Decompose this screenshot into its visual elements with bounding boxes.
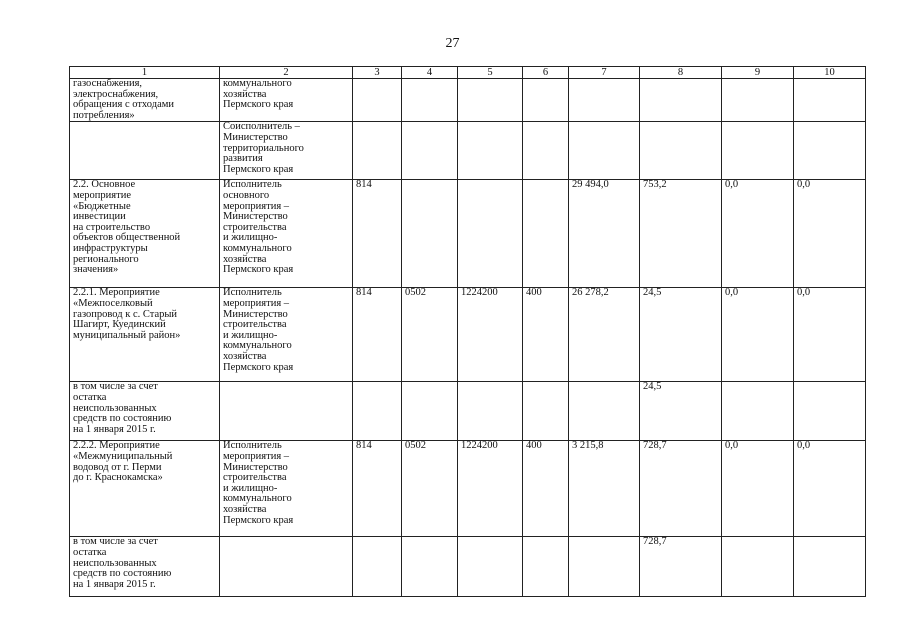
table-cell — [794, 122, 866, 180]
table-row — [70, 537, 866, 597]
table-cell: Соисполнитель – Министерство территориального развития Пермского края — [220, 122, 353, 180]
table-cell — [640, 79, 722, 122]
table-cell: 814 — [353, 180, 402, 288]
table-cell: 24,5 — [640, 382, 722, 441]
table-cell — [458, 180, 523, 288]
table-cell: коммунального хозяйства Пермского края — [220, 79, 353, 122]
table-cell — [640, 122, 722, 180]
table-cell — [402, 122, 458, 180]
budget-table — [69, 66, 866, 597]
table-cell: 0,0 — [722, 288, 794, 382]
table-cell — [458, 537, 523, 597]
table-cell: 0,0 — [722, 180, 794, 288]
table-cell — [402, 537, 458, 597]
table-cell — [458, 122, 523, 180]
table-cell — [523, 180, 569, 288]
column-header-row — [70, 67, 866, 79]
table-row — [70, 441, 866, 537]
table-cell: 2.2.2. Мероприятие «Межмуниципальный водовод от г. Перми до г. Краснокамска» — [70, 441, 220, 537]
table-cell: 1224200 — [458, 441, 523, 537]
table-cell — [402, 180, 458, 288]
table-cell — [523, 382, 569, 441]
table-row — [70, 122, 866, 180]
column-number: 8 — [640, 67, 722, 79]
table-cell — [722, 79, 794, 122]
table-cell — [353, 382, 402, 441]
table-cell: 753,2 — [640, 180, 722, 288]
table-cell — [569, 79, 640, 122]
table-cell: 2.2. Основное мероприятие «Бюджетные инвестиции на строительство объектов общественной инфраструктуры регионального значения» — [70, 180, 220, 288]
table-row — [70, 382, 866, 441]
table-cell — [722, 537, 794, 597]
table-cell — [523, 79, 569, 122]
table-row — [70, 288, 866, 382]
table-cell — [794, 537, 866, 597]
table-cell — [523, 122, 569, 180]
table-cell: газоснабжения, электроснабжения, обращения с отходами потребления» — [70, 79, 220, 122]
table-cell: Исполнитель мероприятия – Министерство строительства и жилищно- коммунального хозяйства Пермского края — [220, 288, 353, 382]
table-cell: 400 — [523, 441, 569, 537]
table-cell: 728,7 — [640, 441, 722, 537]
column-number: 4 — [402, 67, 458, 79]
table-cell — [569, 122, 640, 180]
table-row — [70, 79, 866, 122]
table-cell: 728,7 — [640, 537, 722, 597]
table-cell — [353, 79, 402, 122]
table-cell: 29 494,0 — [569, 180, 640, 288]
table-cell: 400 — [523, 288, 569, 382]
table-cell: 0,0 — [794, 288, 866, 382]
table-cell: 1224200 — [458, 288, 523, 382]
table-cell — [722, 382, 794, 441]
table-cell — [220, 537, 353, 597]
column-number: 6 — [523, 67, 569, 79]
table-cell — [523, 537, 569, 597]
column-number: 2 — [220, 67, 353, 79]
table-cell — [794, 79, 866, 122]
table-cell: 2.2.1. Мероприятие «Межпоселковый газопровод к с. Старый Шагирт, Куединский муниципальный район» — [70, 288, 220, 382]
table-cell — [458, 382, 523, 441]
table-cell — [794, 382, 866, 441]
table-cell: 0502 — [402, 441, 458, 537]
table-cell — [70, 122, 220, 180]
table-cell: Исполнитель мероприятия – Министерство строительства и жилищно- коммунального хозяйства Пермского края — [220, 441, 353, 537]
table-cell: 814 — [353, 288, 402, 382]
table-cell: 0,0 — [794, 180, 866, 288]
table-cell: 0502 — [402, 288, 458, 382]
column-number: 7 — [569, 67, 640, 79]
table-cell: 0,0 — [794, 441, 866, 537]
table-cell — [353, 122, 402, 180]
column-number: 1 — [70, 67, 220, 79]
table-cell — [353, 537, 402, 597]
column-number: 9 — [722, 67, 794, 79]
column-number: 5 — [458, 67, 523, 79]
table-cell: 26 278,2 — [569, 288, 640, 382]
table-cell: 814 — [353, 441, 402, 537]
table-cell — [458, 79, 523, 122]
table-cell — [402, 79, 458, 122]
table-cell — [402, 382, 458, 441]
table-cell — [220, 382, 353, 441]
column-number: 3 — [353, 67, 402, 79]
page-number: 27 — [445, 36, 460, 51]
table-cell: в том числе за счет остатка неиспользованных средств по состоянию на 1 января 2015 г. — [70, 382, 220, 441]
table-cell: Исполнитель основного мероприятия – Министерство строительства и жилищно- коммунального хозяйства Пермского края — [220, 180, 353, 288]
table-cell — [569, 537, 640, 597]
table-cell: 3 215,8 — [569, 441, 640, 537]
table-cell: 24,5 — [640, 288, 722, 382]
table-cell: в том числе за счет остатка неиспользованных средств по состоянию на 1 января 2015 г. — [70, 537, 220, 597]
table-cell — [569, 382, 640, 441]
table-row — [70, 180, 866, 288]
table-cell: 0,0 — [722, 441, 794, 537]
table-cell — [722, 122, 794, 180]
column-number: 10 — [794, 67, 866, 79]
